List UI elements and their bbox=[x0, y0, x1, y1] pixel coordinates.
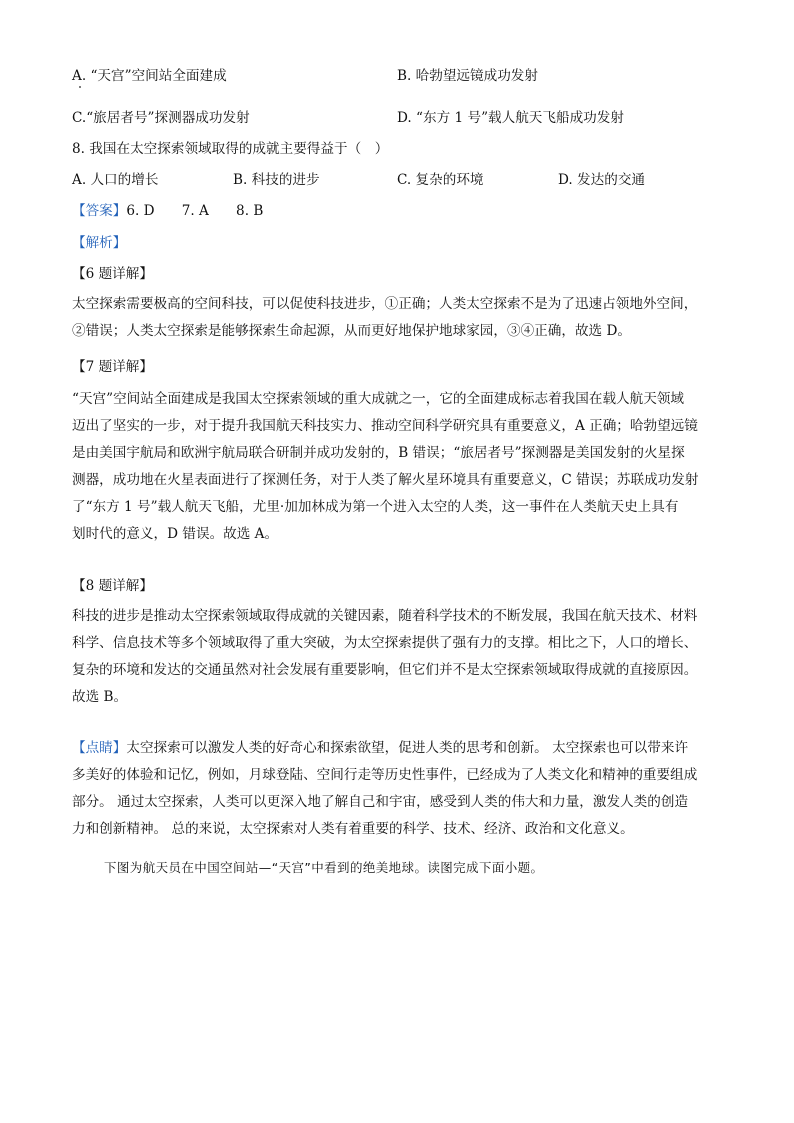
q8-detail-heading: 【8 题详解】 bbox=[72, 578, 153, 594]
dianjing-line: 部分。 通过太空探索，人类可以更深入地了解自己和宇宙，感受到人类的伟大和力量，激发人类的创造 bbox=[72, 794, 689, 810]
q7-detail-line: 划时代的意义，D 错误。故选 A。 bbox=[72, 526, 279, 542]
q8-option-d: D. 发达的交通 bbox=[558, 172, 646, 188]
q7-detail-line: 是由美国宇航局和欧洲宇航局联合研制并成功发射的，B 错误；“旅居者号”探测器是美国发射的火星探 bbox=[72, 445, 685, 461]
q7-detail-line: 了“东方 1 号”载人航天飞船，尤里·加加林成为第一个进入太空的人类，这一事件在人类航天史上具有 bbox=[72, 499, 679, 515]
q7-option-b: B. 哈勃望远镜成功发射 bbox=[397, 68, 538, 84]
q8-detail-line: 科技的进步是推动太空探索领域取得成就的关键因素，随着科学技术的不断发展，我国在航天技术、材料 bbox=[72, 608, 698, 624]
dianjing-line: 多美好的体验和记忆，例如，月球登陆、空间行走等历史性事件，已经成为了人类文化和精神的重要组成 bbox=[72, 767, 698, 783]
q7-detail-line: 迈出了坚实的一步，对于提升我国航天科技实力、推动空间科学研究具有重要意义，A 正确；哈勃望远镜 bbox=[72, 418, 698, 434]
answer-tag: 【答案】 bbox=[72, 203, 127, 219]
q8-detail-line: 故选 B。 bbox=[72, 689, 128, 705]
q6-detail-body bbox=[72, 291, 732, 345]
q7-detail-heading: 【7 题详解】 bbox=[72, 359, 153, 375]
q8-option-b: B. 科技的进步 bbox=[233, 172, 320, 188]
q8-detail-line: 复杂的环境和发达的交通虽然对社会发展有重要影响，但它们并不是太空探索领域取得成就的直接原因。 bbox=[72, 662, 698, 678]
q6-detail-line: 太空探索需要极高的空间科技，可以促使科技进步，①正确；人类太空探索不是为了迅速占领地外空间， bbox=[72, 296, 698, 312]
answer-values: 6. D 7. A 8. B bbox=[126, 203, 264, 219]
q7-option-c: C.“旅居者号”探测器成功发射 bbox=[72, 110, 250, 126]
q8-detail-body bbox=[72, 603, 732, 711]
dianjing-first-line: 【点睛】太空探索可以激发人类的好奇心和探索欲望，促进人类的思考和创新。 太空探索也可以带来许 bbox=[72, 740, 689, 756]
q7-detail-line: “天宫”空间站全面建成是我国太空探索领域的重大成就之一，它的全面建成标志着我国在载人航天领域 bbox=[72, 391, 685, 407]
stray-dot bbox=[79, 86, 81, 88]
dianjing-line: 力和创新精神。 总的来说，太空探索对人类有着重要的科学、技术、经济、政治和文化意义。 bbox=[72, 821, 634, 837]
dianjing-body bbox=[72, 735, 732, 843]
q8-stem: 8. 我国在太空探索领域取得的成就主要得益于（ ） bbox=[72, 141, 389, 157]
q7-detail-body bbox=[72, 386, 732, 548]
q8-option-a: A. 人口的增长 bbox=[72, 172, 159, 188]
dianjing-tag: 【点睛】 bbox=[72, 740, 127, 756]
q7-detail-line: 测器，成功地在火星表面进行了探测任务，对于人类了解火星环境具有重要意义，C 错误；苏联成功发射 bbox=[72, 472, 699, 488]
q7-option-d: D. “东方 1 号”载人航天飞船成功发射 bbox=[397, 110, 624, 126]
q8-detail-line: 科学、信息技术等多个领域取得了重大突破，为太空探索提供了强有力的支撑。相比之下，人口的增长、 bbox=[72, 635, 698, 651]
q6-detail-line: ②错误；人类太空探索是能够探索生命起源，从而更好地保护地球家园，③④正确，故选 D。 bbox=[72, 323, 631, 339]
q6-detail-heading: 【6 题详解】 bbox=[72, 266, 153, 282]
analysis-tag: 【解析】 bbox=[72, 235, 127, 251]
next-question-intro: 下图为航天员在中国空间站—“天宫”中看到的绝美地球。读图完成下面小题。 bbox=[104, 860, 544, 875]
q8-option-c: C. 复杂的环境 bbox=[397, 172, 484, 188]
q7-option-a: A. “天宫”空间站全面建成 bbox=[72, 68, 227, 84]
answer-line bbox=[72, 201, 263, 221]
